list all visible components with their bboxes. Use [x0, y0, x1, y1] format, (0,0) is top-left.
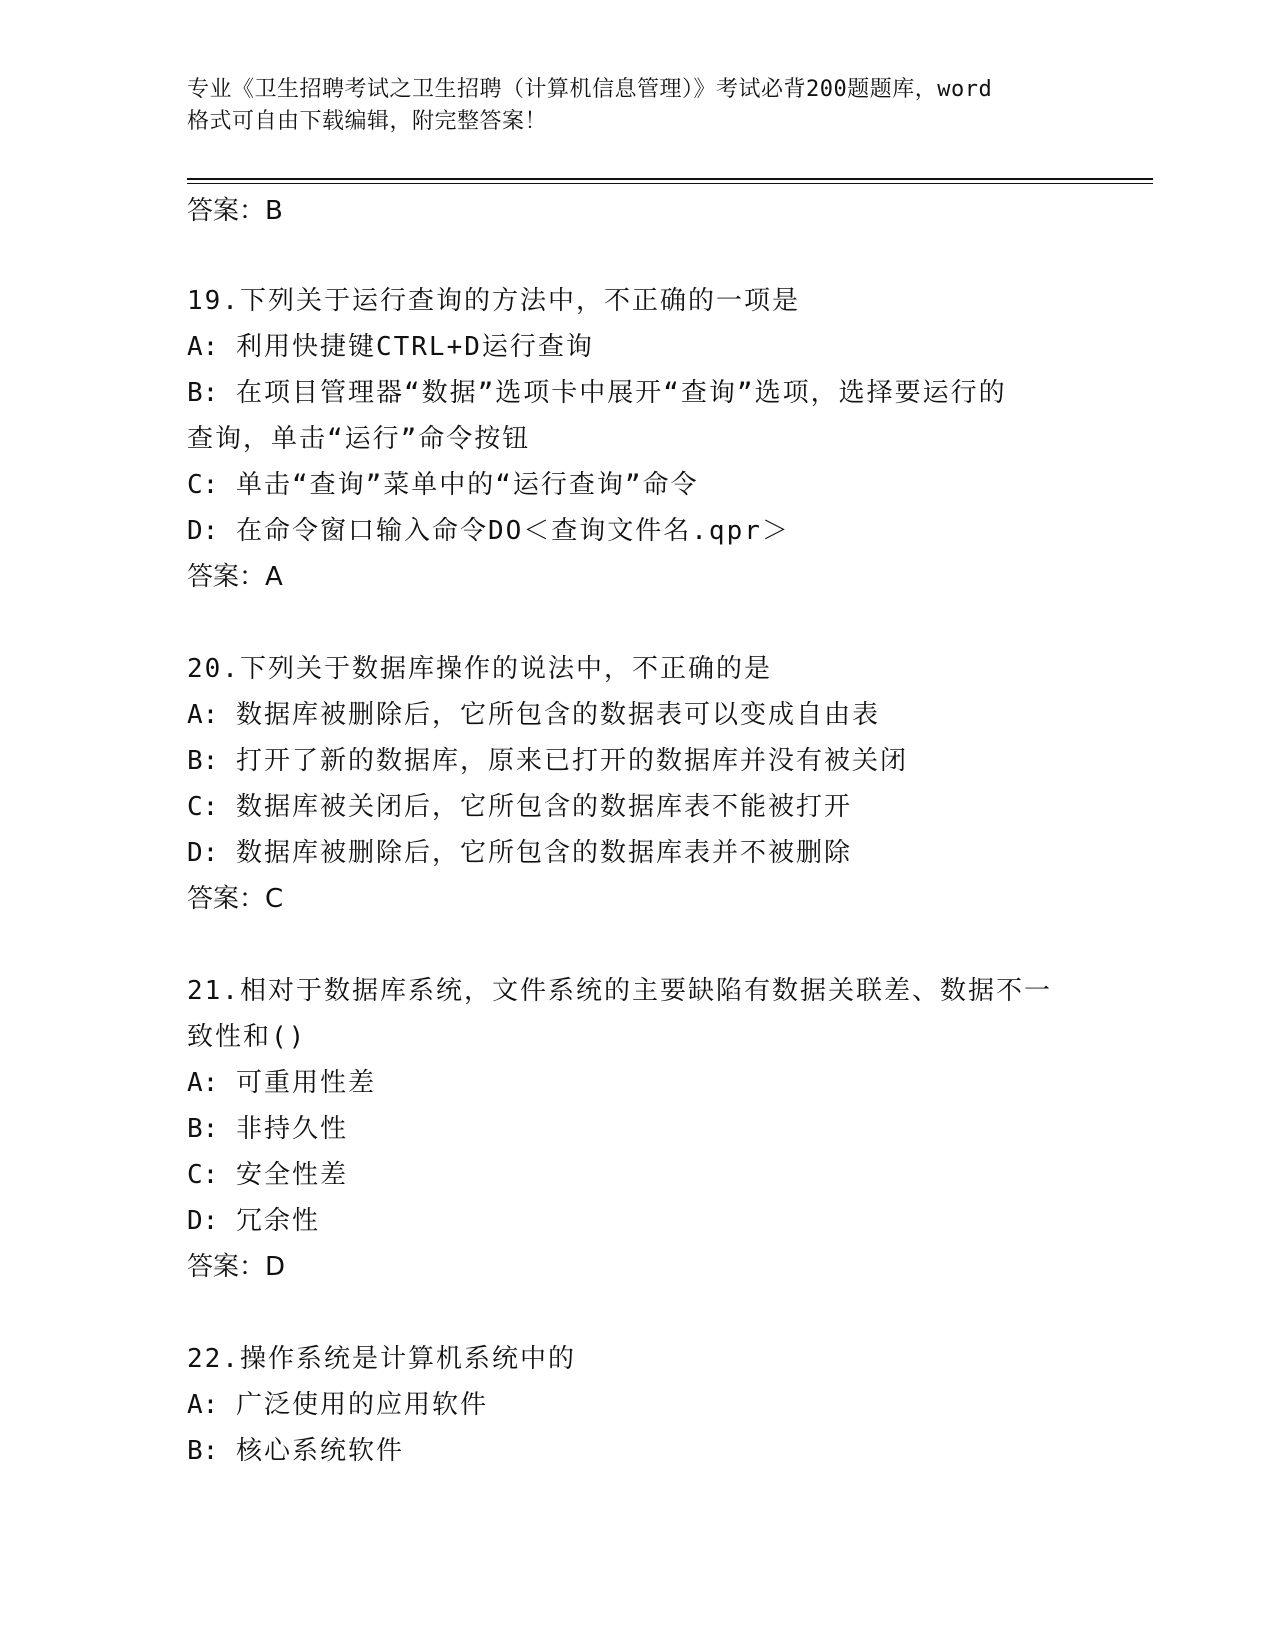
- option-line: [187, 1060, 1087, 1106]
- question-block: [187, 968, 1087, 1290]
- question-block: [187, 646, 1087, 922]
- option-text: 在命令窗口输入命令DO＜查询文件名.qpr＞: [218, 516, 790, 546]
- answer-line: 答案：D: [187, 1252, 286, 1282]
- option-key: D:: [187, 838, 219, 868]
- question-list: [187, 278, 1087, 1474]
- option-text: 核心系统软件: [218, 1436, 404, 1466]
- option-text: 可重用性差: [218, 1068, 376, 1098]
- option-text: 冗余性: [218, 1206, 320, 1236]
- option-key: D:: [187, 516, 219, 546]
- option-text: 查询，单击“运行”命令按钮: [187, 424, 531, 454]
- option-text: 数据库被删除后，它所包含的数据库表并不被删除: [218, 838, 852, 868]
- question-stem: 19.下列关于运行查询的方法中，不正确的一项是: [187, 286, 800, 316]
- header-rule-thin: [187, 183, 1153, 184]
- option-line: [187, 508, 1087, 554]
- option-text: 数据库被删除后，它所包含的数据表可以变成自由表: [218, 700, 880, 730]
- option-key: A:: [187, 332, 219, 362]
- option-key: B:: [187, 1436, 219, 1466]
- question-block: [187, 278, 1087, 600]
- option-key: B:: [187, 746, 219, 776]
- option-text: 安全性差: [218, 1160, 348, 1190]
- option-key: B:: [187, 378, 219, 408]
- option-line: [187, 1198, 1087, 1244]
- option-line: [187, 738, 1087, 784]
- option-key: A:: [187, 1390, 219, 1420]
- option-line: [187, 1382, 1087, 1428]
- option-line: [187, 1428, 1087, 1474]
- option-line: [187, 692, 1087, 738]
- option-key: C:: [187, 792, 219, 822]
- option-key: C:: [187, 470, 219, 500]
- option-key: B:: [187, 1114, 219, 1144]
- option-text: 在项目管理器“数据”选项卡中展开“查询”选项，选择要运行的: [218, 378, 1007, 408]
- question-stem: 致性和(): [187, 1022, 307, 1052]
- document-body: [187, 188, 1087, 1520]
- option-line: [187, 370, 1087, 416]
- header-line-1: 专业《卫生招聘考试之卫生招聘（计算机信息管理）》考试必背200题题库，word: [187, 77, 993, 102]
- option-line: [187, 830, 1087, 876]
- question-stem: 20.下列关于数据库操作的说法中，不正确的是: [187, 654, 772, 684]
- option-key: A:: [187, 1068, 219, 1098]
- answer-line: 答案：B: [187, 196, 283, 226]
- option-line: [187, 1106, 1087, 1152]
- option-text: 打开了新的数据库，原来已打开的数据库并没有被关闭: [218, 746, 908, 776]
- option-key: A:: [187, 700, 219, 730]
- option-text: 利用快捷键CTRL+D运行查询: [218, 332, 594, 362]
- answer-line: 答案：A: [187, 562, 283, 592]
- option-line: [187, 324, 1087, 370]
- option-text: 广泛使用的应用软件: [218, 1390, 488, 1420]
- option-key: D:: [187, 1206, 219, 1236]
- question-stem: 22.操作系统是计算机系统中的: [187, 1344, 576, 1374]
- question-block: [187, 1336, 1087, 1474]
- option-text: 数据库被关闭后，它所包含的数据库表不能被打开: [218, 792, 852, 822]
- header-line-2: 格式可自由下载编辑，附完整答案！: [187, 109, 548, 134]
- header-rule-thick: [187, 178, 1153, 180]
- option-key: C:: [187, 1160, 219, 1190]
- option-line: [187, 784, 1087, 830]
- option-line: [187, 462, 1087, 508]
- question-stem: 21.相对于数据库系统，文件系统的主要缺陷有数据关联差、数据不一: [187, 976, 1052, 1006]
- option-text: 非持久性: [218, 1114, 348, 1144]
- document-header: [187, 74, 1087, 138]
- option-text: 单击“查询”菜单中的“运行查询”命令: [218, 470, 699, 500]
- option-line: [187, 416, 1087, 462]
- option-line: [187, 1152, 1087, 1198]
- answer-line: 答案：C: [187, 884, 284, 914]
